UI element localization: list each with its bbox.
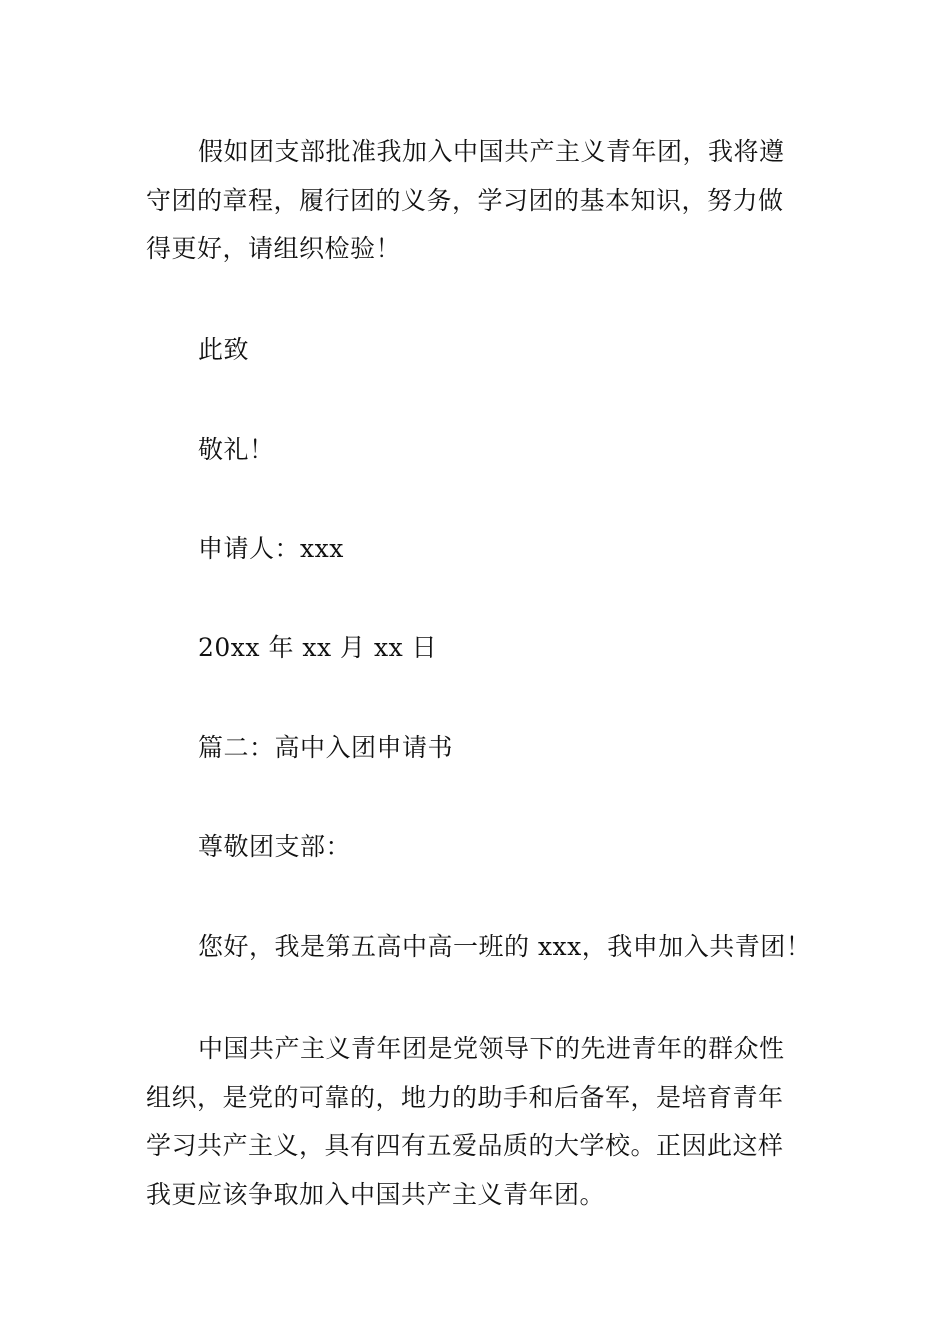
- closing-line-1: 此致: [198, 335, 250, 364]
- section-title: 篇二：高中入团申请书: [198, 733, 454, 762]
- applicant-signature: 申请人：xxx: [198, 534, 344, 563]
- date-line: 20xx 年 xx 月 xx 日: [198, 633, 438, 662]
- greeting-line: 您好，我是第五高中高一班的 xxx，我申加入共青团！: [198, 932, 812, 961]
- paragraph-intro: 中国共产主义青年团是党领导下的先进青年的群众性组织，是党的可靠的，地力的助手和后备军，是培育青年学习共产主义，具有四有五爱品质的大学校。正因此这样我更应该争取加入中国共产主义青年团。: [146, 1034, 785, 1209]
- closing-line-2: 敬礼！: [198, 435, 275, 464]
- paragraph-commitment: 假如团支部批准我加入中国共产主义青年团，我将遵守团的章程，履行团的义务，学习团的基本知识，努力做得更好，请组织检验！: [146, 137, 785, 263]
- salutation: 尊敬团支部：: [198, 832, 352, 861]
